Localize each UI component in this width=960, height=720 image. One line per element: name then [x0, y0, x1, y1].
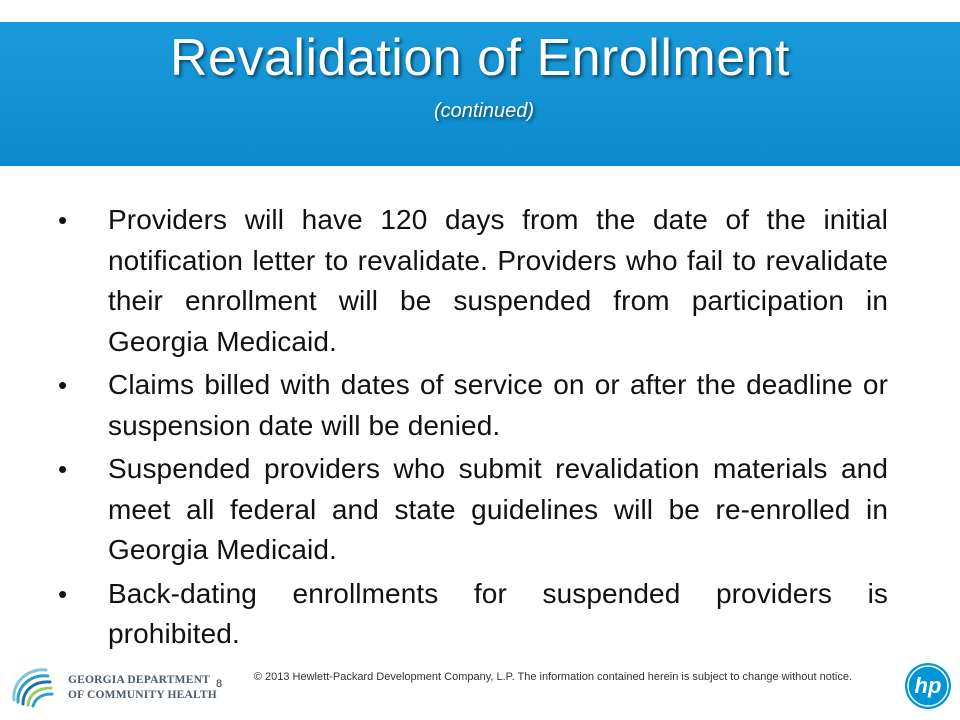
page-number: 8 — [216, 678, 223, 690]
bullet-marker: • — [58, 578, 68, 609]
bullet-item — [58, 200, 888, 362]
bullet-item — [58, 574, 888, 655]
bullet-text: Providers will have 120 days from the date of the initial notification letter to revalidate. Providers who fail to revalidate their enrollment will be suspended from participation in Georgia Medicaid. — [108, 204, 888, 357]
bullet-list — [58, 200, 888, 658]
dch-org-line2: OF COMMUNITY HEALTH — [68, 689, 217, 701]
hp-logo-text: hp — [914, 673, 942, 698]
copyright-notice: © 2013 Hewlett-Packard Development Company, L.P. The information contained herein is subject to change without notice. — [253, 671, 852, 683]
bullet-text: Back-dating enrollments for suspended providers is prohibited. — [108, 577, 888, 649]
bullet-marker: • — [58, 205, 68, 235]
bullet-text: Suspended providers who submit revalidation materials and meet all federal and state guidelines will be re-enrolled in Georgia Medicaid. — [108, 453, 888, 565]
slide-subtitle: (continued) — [433, 100, 535, 122]
bullet-marker: • — [58, 454, 68, 484]
bullet-item — [58, 365, 888, 446]
dch-org-name — [68, 673, 217, 703]
bullet-marker: • — [58, 370, 68, 400]
slide-title: Revalidation of Enrollment — [170, 29, 790, 87]
hp-logo-icon — [904, 662, 952, 710]
dch-org-line1: GEORGIA DEPARTMENT — [68, 674, 210, 686]
bullet-item — [58, 449, 888, 571]
bullet-text: Claims billed with dates of service on or after the deadline or suspension date will be denied. — [108, 369, 888, 441]
